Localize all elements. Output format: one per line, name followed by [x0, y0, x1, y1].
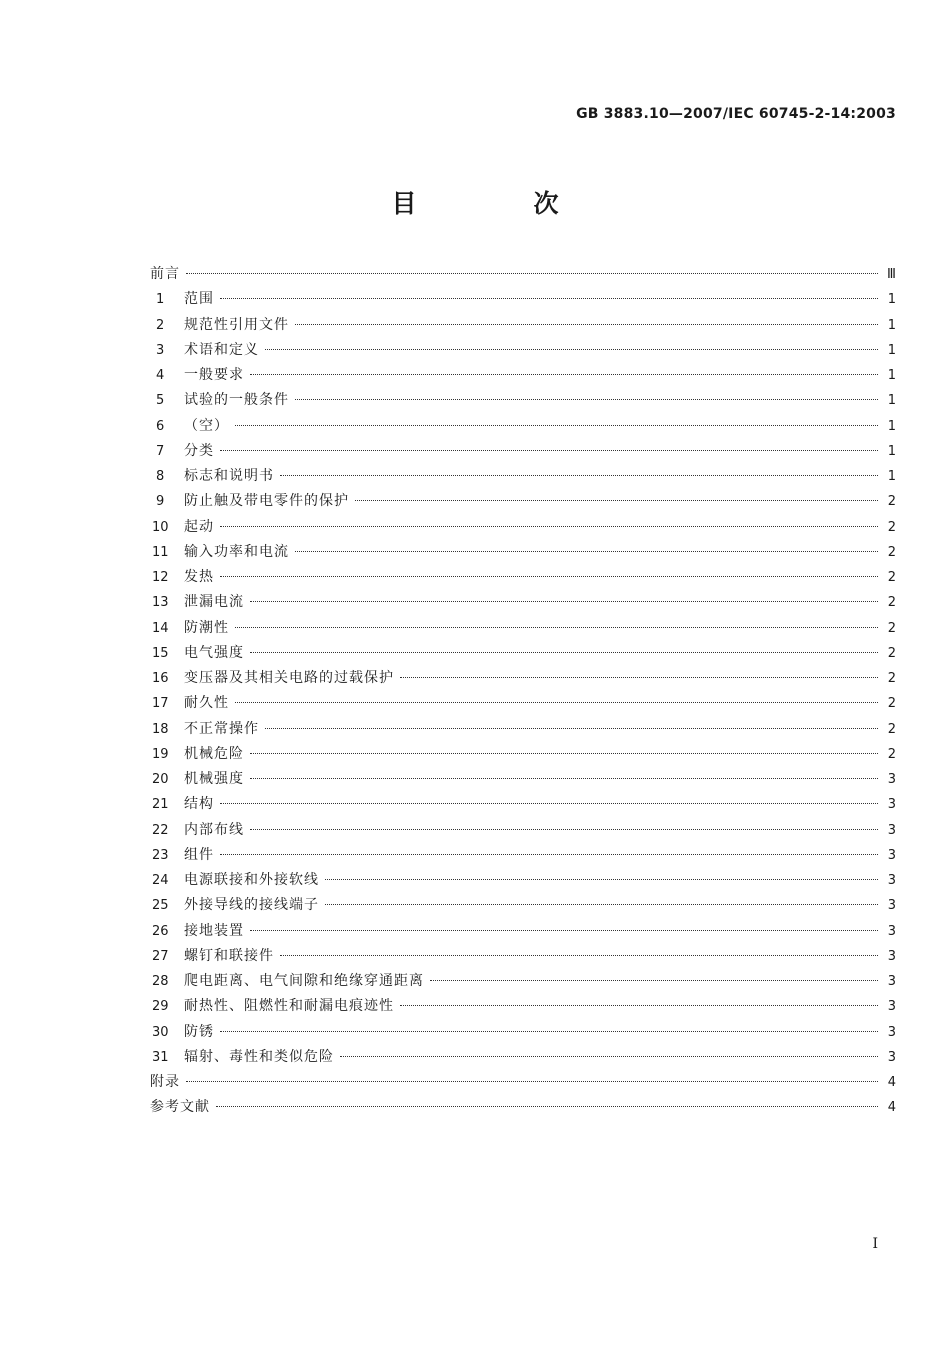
toc-entry-label: 参考文献 — [150, 1099, 210, 1116]
toc-entry-label: 接地装置 — [184, 922, 244, 939]
toc-entry-label: 结构 — [184, 796, 214, 813]
toc-dot-leader — [220, 298, 878, 299]
toc-entry[interactable] — [150, 540, 896, 565]
toc-dot-leader — [265, 728, 878, 729]
toc-entry-number: 20 — [152, 772, 169, 787]
toc-entry-page: 2 — [887, 620, 896, 636]
toc-entry-number: 2 — [156, 317, 165, 333]
toc-entry[interactable] — [150, 818, 896, 843]
toc-entry-label: 耐热性、阻燃性和耐漏电痕迹性 — [184, 998, 394, 1015]
standard-code: GB 3883.10—2007/IEC 60745-2-14:2003 — [576, 106, 896, 122]
toc-dot-leader — [250, 652, 878, 653]
toc-entry-page: 2 — [887, 494, 896, 510]
toc-entry-label: 机械危险 — [184, 745, 244, 762]
toc-entry-label: 一般要求 — [184, 367, 244, 383]
toc-entry[interactable] — [150, 565, 896, 590]
toc-dot-leader — [220, 576, 878, 577]
toc-entry[interactable] — [150, 717, 896, 742]
toc-entry-page: Ⅲ — [887, 267, 896, 282]
toc-entry[interactable] — [150, 489, 896, 514]
toc-entry-page: 1 — [887, 469, 896, 484]
toc-dot-leader — [430, 980, 878, 981]
toc-dot-leader — [250, 374, 878, 375]
toc-entry-number: 27 — [152, 948, 169, 964]
toc-dot-leader — [186, 273, 878, 274]
toc-entry-label: 范围 — [184, 291, 214, 308]
toc-entry-page: 1 — [887, 393, 896, 409]
toc-dot-leader — [325, 904, 878, 905]
toc-entry[interactable] — [150, 414, 896, 439]
toc-entry-page: 2 — [887, 570, 896, 585]
toc-entry[interactable] — [150, 1020, 896, 1045]
toc-entry[interactable] — [150, 1095, 896, 1120]
toc-entry-label: 电气强度 — [184, 644, 244, 661]
toc-dot-leader — [250, 601, 878, 602]
toc-entry-label: 爬电距离、电气间隙和绝缘穿通距离 — [184, 973, 424, 989]
toc-entry-number: 28 — [152, 974, 169, 989]
toc-entry-page: 3 — [887, 948, 896, 964]
toc-entry-page: 3 — [887, 1024, 896, 1040]
toc-entry[interactable] — [150, 843, 896, 868]
toc-dot-leader — [186, 1081, 878, 1082]
toc-entry-label: 变压器及其相关电路的过载保护 — [184, 670, 394, 686]
toc-dot-leader — [235, 425, 878, 426]
toc-entry-page: 3 — [887, 999, 896, 1015]
toc-entry-number: 25 — [152, 898, 169, 914]
toc-entry[interactable] — [150, 616, 896, 641]
toc-entry-label: （空） — [184, 417, 229, 434]
toc-entry[interactable] — [150, 994, 896, 1019]
toc-entry-label: 输入功率和电流 — [184, 543, 289, 560]
toc-entry-label: 不正常操作 — [184, 720, 259, 737]
toc-entry-number: 26 — [152, 923, 169, 939]
toc-dot-leader — [250, 829, 878, 830]
toc-entry-number: 7 — [156, 443, 165, 459]
toc-entry-label: 防锈 — [184, 1023, 214, 1040]
toc-entry-page: 1 — [887, 418, 896, 434]
toc-entry-page: 3 — [887, 898, 896, 914]
toc-entry-number: 17 — [152, 696, 169, 712]
toc-entry-page: 2 — [887, 519, 896, 535]
toc-entry-number: 31 — [152, 1049, 169, 1065]
toc-entry[interactable] — [150, 742, 896, 767]
toc-entry[interactable] — [150, 969, 896, 994]
toc-entry-number: 23 — [152, 847, 169, 863]
toc-entry-label: 防止触及带电零件的保护 — [184, 493, 349, 510]
toc-entry-number: 12 — [152, 570, 169, 585]
toc-entry[interactable] — [150, 944, 896, 969]
toc-entry-number: 15 — [152, 645, 169, 661]
toc-entry-label: 辐射、毒性和类似危险 — [184, 1048, 334, 1065]
toc-entry-page: 4 — [887, 1100, 896, 1116]
toc-entry[interactable] — [150, 767, 896, 792]
toc-entry-number: 14 — [152, 620, 169, 636]
toc-entry-label: 分类 — [184, 442, 214, 459]
toc-entry[interactable] — [150, 691, 896, 716]
toc-entry-number: 4 — [156, 368, 165, 383]
toc-dot-leader — [220, 526, 878, 527]
toc-entry-page: 3 — [887, 847, 896, 863]
table-of-contents — [150, 262, 896, 1121]
toc-entry-page: 2 — [887, 746, 896, 762]
toc-dot-leader — [220, 1031, 878, 1032]
toc-entry-number: 21 — [152, 797, 169, 813]
toc-dot-leader — [295, 551, 878, 552]
toc-entry[interactable] — [150, 919, 896, 944]
toc-entry[interactable] — [150, 590, 896, 615]
toc-entry[interactable] — [150, 641, 896, 666]
toc-entry-label: 耐久性 — [184, 695, 229, 712]
toc-entry[interactable] — [150, 363, 896, 388]
toc-entry-label: 标志和说明书 — [184, 468, 274, 484]
toc-entry-number: 3 — [156, 342, 165, 358]
toc-entry-label: 防潮性 — [184, 619, 229, 636]
toc-entry-page: 2 — [887, 671, 896, 686]
toc-entry-number: 8 — [156, 469, 165, 484]
toc-entry-label: 机械强度 — [184, 771, 244, 787]
toc-entry[interactable] — [150, 666, 896, 691]
toc-dot-leader — [325, 879, 878, 880]
toc-dot-leader — [340, 1056, 878, 1057]
toc-entry-number: 6 — [156, 418, 165, 434]
toc-entry[interactable] — [150, 287, 896, 312]
toc-dot-leader — [355, 500, 878, 501]
toc-entry-number: 1 — [156, 292, 165, 308]
toc-entry[interactable] — [150, 1070, 896, 1095]
toc-entry[interactable] — [150, 893, 896, 918]
toc-entry[interactable] — [150, 313, 896, 338]
toc-entry-label: 外接导线的接线端子 — [184, 897, 319, 914]
toc-entry-page: 2 — [887, 595, 896, 611]
toc-entry[interactable] — [150, 262, 896, 287]
page-title: 目 次 — [391, 189, 605, 218]
toc-entry-label: 螺钉和联接件 — [184, 947, 274, 964]
toc-entry-page: 2 — [887, 721, 896, 737]
toc-dot-leader — [250, 930, 878, 931]
toc-entry-number: 10 — [152, 519, 169, 535]
toc-entry-number: 13 — [152, 595, 169, 611]
toc-entry-number: 24 — [152, 873, 169, 888]
toc-entry-page: 1 — [887, 368, 896, 383]
toc-entry-number: 5 — [156, 393, 165, 409]
toc-dot-leader — [295, 324, 878, 325]
toc-entry-label: 试验的一般条件 — [184, 392, 289, 409]
toc-entry-number: 22 — [152, 822, 169, 838]
toc-entry-label: 组件 — [184, 846, 214, 863]
toc-entry-page: 3 — [887, 1049, 896, 1065]
toc-entry-page: 1 — [887, 443, 896, 459]
toc-entry-label: 附录 — [150, 1074, 180, 1090]
toc-entry-page: 2 — [887, 645, 896, 661]
toc-entry-page: 3 — [887, 923, 896, 939]
toc-dot-leader — [235, 702, 878, 703]
toc-entry-label: 泄漏电流 — [184, 594, 244, 611]
toc-entry-label: 发热 — [184, 569, 214, 585]
toc-dot-leader — [235, 627, 878, 628]
toc-entry-page: 3 — [887, 772, 896, 787]
toc-dot-leader — [250, 753, 878, 754]
toc-entry-page: 1 — [887, 342, 896, 358]
toc-dot-leader — [280, 955, 878, 956]
toc-entry[interactable] — [150, 464, 896, 489]
toc-entry-label: 起动 — [184, 518, 214, 535]
toc-dot-leader — [295, 399, 878, 400]
toc-entry-number: 16 — [152, 671, 169, 686]
toc-dot-leader — [250, 778, 878, 779]
toc-entry[interactable] — [150, 388, 896, 413]
toc-entry-page: 3 — [887, 974, 896, 989]
toc-entry[interactable] — [150, 439, 896, 464]
toc-entry[interactable] — [150, 1045, 896, 1070]
toc-entry-page: 1 — [887, 317, 896, 333]
toc-entry-number: 9 — [156, 494, 165, 510]
toc-entry-label: 术语和定义 — [184, 341, 259, 358]
toc-entry-label: 规范性引用文件 — [184, 316, 289, 333]
page-number: I — [872, 1236, 878, 1252]
toc-dot-leader — [216, 1106, 878, 1107]
toc-entry-page: 1 — [887, 292, 896, 308]
toc-dot-leader — [400, 677, 878, 678]
toc-entry-page: 4 — [887, 1075, 896, 1090]
toc-dot-leader — [265, 349, 878, 350]
toc-dot-leader — [400, 1005, 878, 1006]
toc-entry[interactable] — [150, 868, 896, 893]
toc-entry-label: 电源联接和外接软线 — [184, 872, 319, 888]
toc-entry-number: 30 — [152, 1024, 169, 1040]
toc-entry-label: 内部布线 — [184, 821, 244, 838]
toc-entry-page: 3 — [887, 822, 896, 838]
toc-entry-number: 11 — [152, 544, 169, 560]
toc-entry-page: 3 — [887, 873, 896, 888]
toc-dot-leader — [220, 450, 878, 451]
toc-entry-page: 2 — [887, 544, 896, 560]
toc-entry[interactable] — [150, 515, 896, 540]
toc-entry-page: 2 — [887, 696, 896, 712]
toc-dot-leader — [220, 803, 878, 804]
toc-entry-page: 3 — [887, 797, 896, 813]
toc-entry[interactable] — [150, 792, 896, 817]
toc-dot-leader — [280, 475, 878, 476]
toc-entry-number: 19 — [152, 746, 169, 762]
toc-entry[interactable] — [150, 338, 896, 363]
toc-entry-number: 18 — [152, 721, 169, 737]
toc-entry-number: 29 — [152, 999, 169, 1015]
toc-entry-label: 前言 — [150, 266, 180, 282]
toc-dot-leader — [220, 854, 878, 855]
